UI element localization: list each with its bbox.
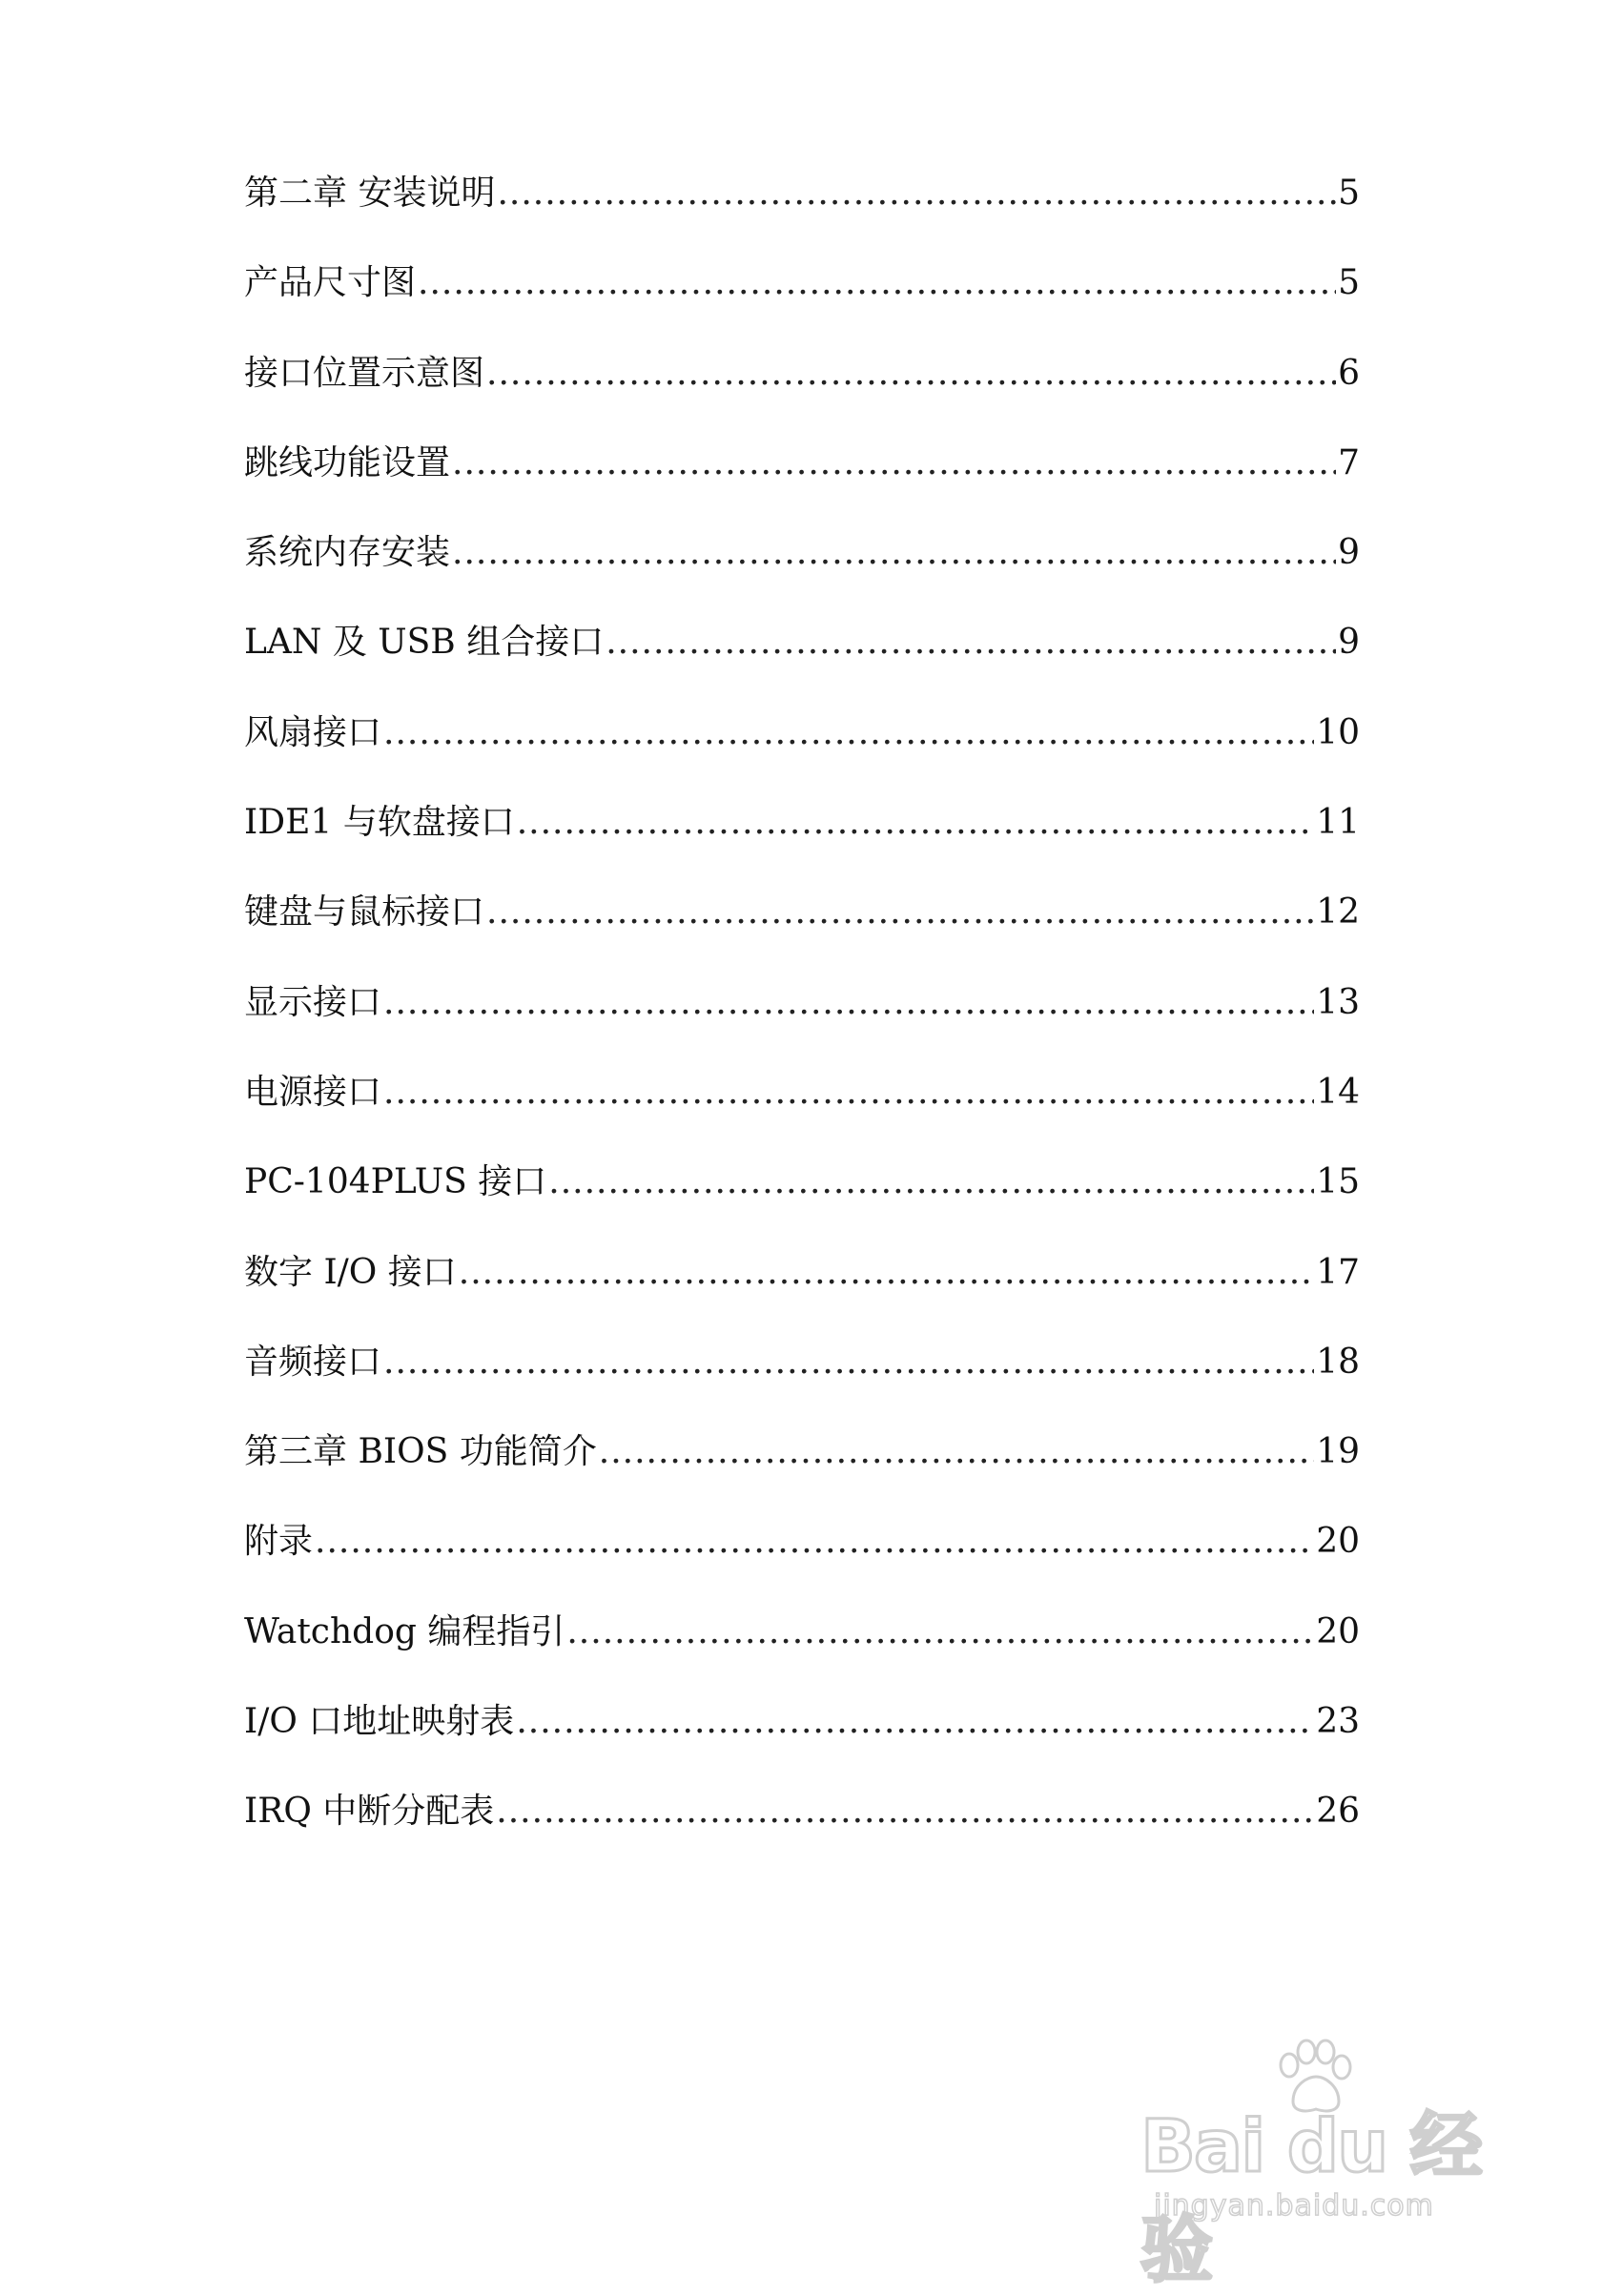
toc-entry[interactable]	[244, 1702, 1360, 1794]
toc-entry[interactable]	[244, 892, 1360, 985]
toc-entry[interactable]	[244, 1611, 1360, 1705]
toc-entry-page: 6	[1338, 353, 1360, 393]
toc-entry[interactable]	[244, 353, 1360, 446]
toc-entry-title: 第二章 安装说明	[244, 174, 496, 213]
toc-entry-page: 23	[1316, 1702, 1360, 1742]
toc-entry-title: 电源接口	[244, 1072, 382, 1112]
toc-entry[interactable]	[244, 533, 1360, 625]
table-of-contents	[244, 176, 1360, 1885]
toc-entry-title: 键盘与鼠标接口	[244, 892, 485, 933]
toc-dot-leader	[606, 625, 1336, 660]
toc-entry[interactable]	[244, 263, 1360, 356]
toc-entry-page: 7	[1338, 442, 1360, 482]
toc-entry-page: 20	[1316, 1611, 1360, 1651]
toc-entry-title: 音频接口	[244, 1342, 382, 1382]
toc-entry-title: I/O 口地址映射表	[244, 1702, 515, 1742]
baidu-jingyan-watermark	[1140, 2039, 1522, 2292]
toc-dot-leader	[486, 357, 1336, 391]
toc-entry-title: LAN 及 USB 组合接口	[244, 623, 605, 663]
toc-dot-leader	[599, 1435, 1314, 1469]
toc-dot-leader	[383, 1076, 1314, 1110]
toc-entry[interactable]	[244, 1072, 1360, 1165]
toc-dot-leader	[459, 1256, 1314, 1290]
toc-entry[interactable]	[244, 1162, 1360, 1255]
toc-entry-page: 20	[1316, 1522, 1360, 1562]
toc-entry[interactable]	[244, 982, 1360, 1076]
toc-entry-title: IDE1 与软盘接口	[244, 803, 515, 843]
toc-entry-title: 数字 I/O 接口	[244, 1252, 457, 1292]
toc-entry-title: 显示接口	[244, 982, 382, 1022]
toc-entry[interactable]	[244, 1342, 1360, 1435]
toc-dot-leader	[315, 1525, 1314, 1559]
toc-entry[interactable]	[244, 1522, 1360, 1614]
toc-entry-page: 15	[1316, 1162, 1360, 1202]
toc-entry-page: 11	[1316, 803, 1360, 843]
watermark-logo-text: Bai du 经验	[1140, 2103, 1481, 2292]
toc-entry-title: 产品尺寸图	[244, 263, 417, 303]
toc-entry-title: 系统内存安装	[244, 533, 451, 573]
toc-entry[interactable]	[244, 625, 1360, 715]
toc-dot-leader	[497, 176, 1336, 211]
toc-entry-title: 跳线功能设置	[244, 442, 451, 482]
toc-entry-page: 19	[1316, 1432, 1360, 1472]
toc-entry[interactable]	[244, 803, 1360, 895]
toc-entry-page: 5	[1338, 174, 1360, 213]
toc-entry-page: 5	[1338, 263, 1360, 303]
toc-dot-leader	[496, 1794, 1314, 1829]
toc-dot-leader	[517, 806, 1314, 840]
toc-entry[interactable]	[244, 1794, 1360, 1884]
toc-entry-title: IRQ 中断分配表	[244, 1792, 495, 1832]
toc-entry-page: 12	[1316, 892, 1360, 933]
toc-dot-leader	[383, 986, 1314, 1020]
toc-entry-title: 接口位置示意图	[244, 353, 485, 393]
toc-entry-title: 第三章 BIOS 功能简介	[244, 1432, 597, 1472]
toc-entry-title: 附录	[244, 1522, 314, 1562]
toc-dot-leader	[383, 716, 1314, 750]
toc-dot-leader	[566, 1615, 1314, 1650]
toc-entry[interactable]	[244, 1432, 1360, 1525]
watermark-url: jingyan.baidu.com	[1154, 2189, 1434, 2223]
toc-dot-leader	[452, 536, 1336, 570]
toc-entry[interactable]	[244, 712, 1360, 806]
toc-entry-page: 9	[1338, 623, 1360, 663]
toc-dot-leader	[452, 446, 1336, 481]
toc-dot-leader	[418, 266, 1336, 300]
toc-entry[interactable]	[244, 1252, 1360, 1345]
toc-dot-leader	[383, 1345, 1314, 1380]
toc-entry-page: 13	[1316, 982, 1360, 1022]
toc-entry-page: 14	[1316, 1072, 1360, 1112]
toc-entry-page: 10	[1316, 712, 1360, 752]
toc-dot-leader	[486, 895, 1314, 930]
toc-entry[interactable]	[244, 442, 1360, 536]
toc-dot-leader	[548, 1165, 1314, 1199]
toc-entry-title: Watchdog 编程指引	[244, 1611, 565, 1651]
toc-entry-page: 26	[1316, 1792, 1360, 1832]
toc-entry-title: 风扇接口	[244, 712, 382, 752]
toc-dot-leader	[516, 1705, 1314, 1739]
toc-entry-page: 17	[1316, 1252, 1360, 1292]
toc-entry-page: 9	[1338, 533, 1360, 573]
toc-entry-page: 18	[1316, 1342, 1360, 1382]
toc-entry-title: PC-104PLUS 接口	[244, 1162, 547, 1202]
toc-entry[interactable]	[244, 176, 1360, 266]
